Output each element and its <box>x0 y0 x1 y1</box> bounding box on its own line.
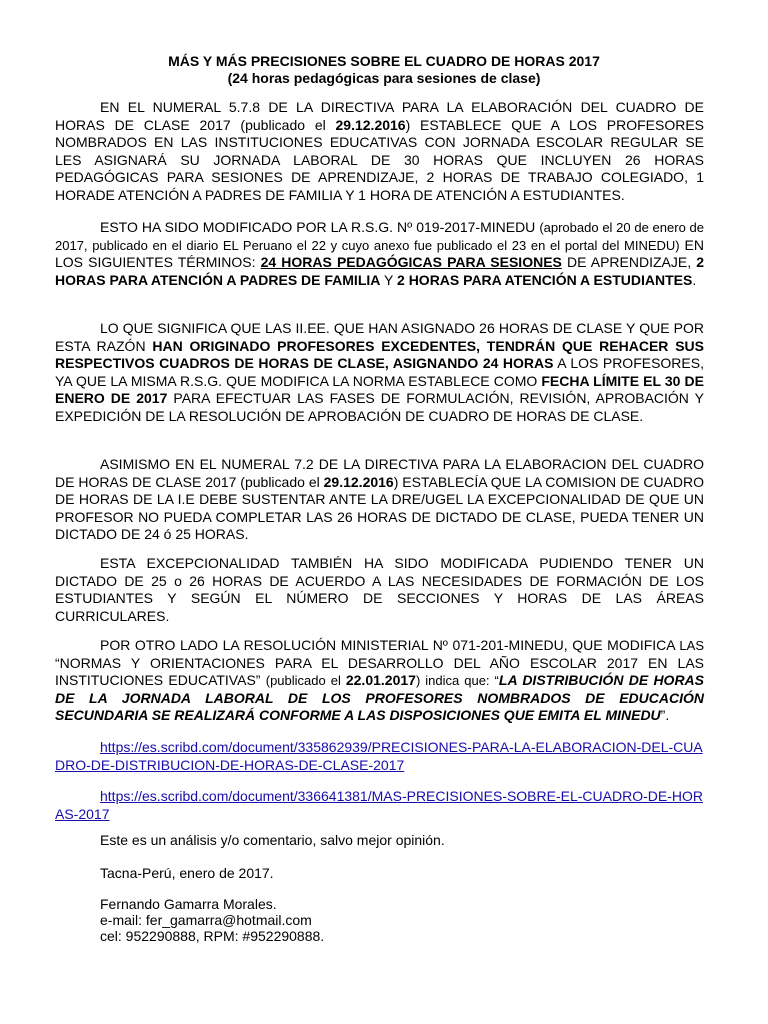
p2-hours-students: 2 HORAS PARA ATENCIÓN A ESTUDIANTES <box>397 271 693 288</box>
p6-text-a: POR OTRO LADO LA RESOLUCIÓN MINISTERIAL Nº 071-201-MINEDU, QUE MODIFICA <box>100 637 680 653</box>
document-title: MÁS Y MÁS PRECISIONES SOBRE EL CUADRO DE HORAS 2017 <box>168 53 600 69</box>
author-phone: cel: 952290888, RPM: #952290888. <box>100 928 325 944</box>
p2-hours-parents: 2 HORAS PARA ATENCIÓN A PADRES DE FAMILIA <box>55 254 704 288</box>
p6-date: 22.01.2017 <box>345 672 416 688</box>
p3-text-c: A LOS PROFESORES, YA QUE LA MISMA R.S.G. QUE MODIFICA LA NORMA ESTABLECE COMO <box>55 355 704 389</box>
p1-text-c: ) ESTABLECE QUE A LOS PROFESORES NOMBRADOS EN LAS INSTITUCIONES EDUCATIVAS CON JORNADA ESCOLAR REGULAR SE LES ASIGNARÁ SU JORNADA LABORAL DE 30 HORAS QUE INCLUYEN 26 HORAS PEDAGÓGICAS PARA SESIONES DE APRENDIZAJE, 2 HORAS DE TRABAJO COLEGIADO, 1 HORADE ATENCIÓN A PADRES DE FAMILIA Y 1 HORA DE ATENCIÓN A ESTUDIANTES. <box>55 116 705 203</box>
p6-text-h: ”. <box>660 707 670 723</box>
p6-text-f: ) indica que: “ <box>415 673 499 688</box>
p2-hours-sessions: 24 HORAS PEDAGÓGICAS PARA SESIONES <box>260 254 562 270</box>
p2-text-i: . <box>692 271 697 288</box>
p2-text-g: Y <box>380 271 398 288</box>
p4-date: 29.12.2016 <box>323 473 394 490</box>
p3-text-e: PARA EFECTUAR LAS FASES DE FORMULACIÓN, REVISIÓN, APROBACIÓN Y EXPEDICIÓN DE LA RESOLUCIÓN DE APROBACIÓN DE CUADRO DE HORAS DE CLASE. <box>55 390 704 424</box>
p1-text-a: EN EL NUMERAL 5.7.8 DE LA DIRECTIVA PARA LA ELABORACIÓN DEL CUADRO DE HORAS DE CLASE 2017 (publicado el <box>55 99 704 133</box>
p1-date: 29.12.2016 <box>335 116 406 133</box>
link-mas-precisiones[interactable]: https://es.scribd.com/document/336641381/MAS-PRECISIONES-SOBRE-EL-CUADRO-DE-HORAS-2017 <box>55 788 703 822</box>
p3-text-a: LO QUE SIGNIFICA QUE LAS II.EE. QUE HAN ASIGNADO 26 HORAS DE CLASE Y QUE POR ESTA RAZÓN <box>55 320 704 354</box>
p2-publication-note: (aprobado el 20 de enero de 2017, publicado en el diario EL Peruano el 22 y cuyo anexo fue publicado el 23 en el portal del MINEDU) <box>55 220 705 253</box>
author-email: e-mail: fer_gamarra@hotmail.com <box>100 912 312 928</box>
p3-redo-schedules: HAN ORIGINADO PROFESORES EXCEDENTES, TENDRÁN QUE REHACER SUS RESPECTIVOS CUADROS DE HORAS DE CLASE, ASIGNANDO 24 HORAS <box>55 337 704 371</box>
paragraph-directive <box>55 99 704 204</box>
p6-text-d: (publicado el <box>265 673 346 688</box>
p6-text-c: “NORMAS Y ORIENTACIONES PARA EL DESARROLLO DEL AÑO ESCOLAR 2017 EN LAS INSTITUCIONES EDUCATIVAS” <box>55 654 704 688</box>
place-date: Tacna-Perú, enero de 2017. <box>100 865 274 881</box>
document-subtitle: (24 horas pedagógicas para sesiones de clase) <box>227 70 541 86</box>
paragraph-ministerial-resolution <box>55 637 704 725</box>
p3-deadline: FECHA LÍMITE EL 30 DE ENERO DE 2017 <box>55 372 704 406</box>
p5-text: ESTA EXCEPCIONALIDAD TAMBIÉN HA SIDO MODIFICADA PUDIENDO TENER UN DICTADO DE 25 o 26 HORAS DE ACUERDO A LAS NECESIDADES DE FORMACIÓN DE LOS ESTUDIANTES Y SEGÚN EL NÚMERO DE SECCIONES Y HORAS DE LAS ÁREAS CURRICULARES. <box>55 555 704 624</box>
p2-text-e: DE APRENDIZAJE, <box>561 254 697 270</box>
p6-quote: LA DISTRIBUCIÓN DE HORAS DE LA JORNADA LABORAL DE LOS PROFESORES NOMBRADOS DE EDUCACIÓN SECUNDARIA SE REALIZARÁ CONFORME A LAS DISPOSICIONES QUE EMITA EL MINEDU <box>55 672 705 723</box>
author-name: Fernando Gamarra Morales. <box>100 896 277 912</box>
p4-text-a: ASIMISMO EN EL NUMERAL 7.2 DE LA DIRECTIVA PARA LA ELABORACION DEL CUADRO DE HORAS DE CLASE 2017 (publicado el <box>55 456 704 490</box>
closing-note: Este es un análisis y/o comentario, salvo mejor opinión. <box>100 832 445 848</box>
paragraph-rsg-modification <box>55 219 704 289</box>
p6-text-b: LAS <box>679 638 704 653</box>
p4-text-c: ) ESTABLECÍA QUE LA COMISION DE CUADRO DE HORAS DE LA I.E DEBE SUSTENTAR ANTE LA DRE/UGEL LA EXCEPCIONALIDAD DE QUE UN PROFESOR NO PUEDA COMPLETAR LAS 26 HORAS DE DICTADO DE CLASE, PUEDA TENER UN DICTADO DE 24 ó 25 HORAS. <box>55 473 705 542</box>
paragraph-exceptionality <box>55 555 704 625</box>
p2-text-a: ESTO HA SIDO MODIFICADO POR LA R.S.G. Nº 019-2017-MINEDU <box>100 219 540 235</box>
paragraph-numeral-7-2 <box>55 456 704 544</box>
paragraph-meaning <box>55 320 704 425</box>
p2-text-c: EN LOS SIGUIENTES TÉRMINOS: <box>55 236 704 270</box>
link-precisiones-elaboracion[interactable]: https://es.scribd.com/document/335862939/PRECISIONES-PARA-LA-ELABORACION-DEL-CUADRO-DE-DISTRIBUCION-DE-HORAS-DE-CLASE-2017 <box>55 739 703 773</box>
